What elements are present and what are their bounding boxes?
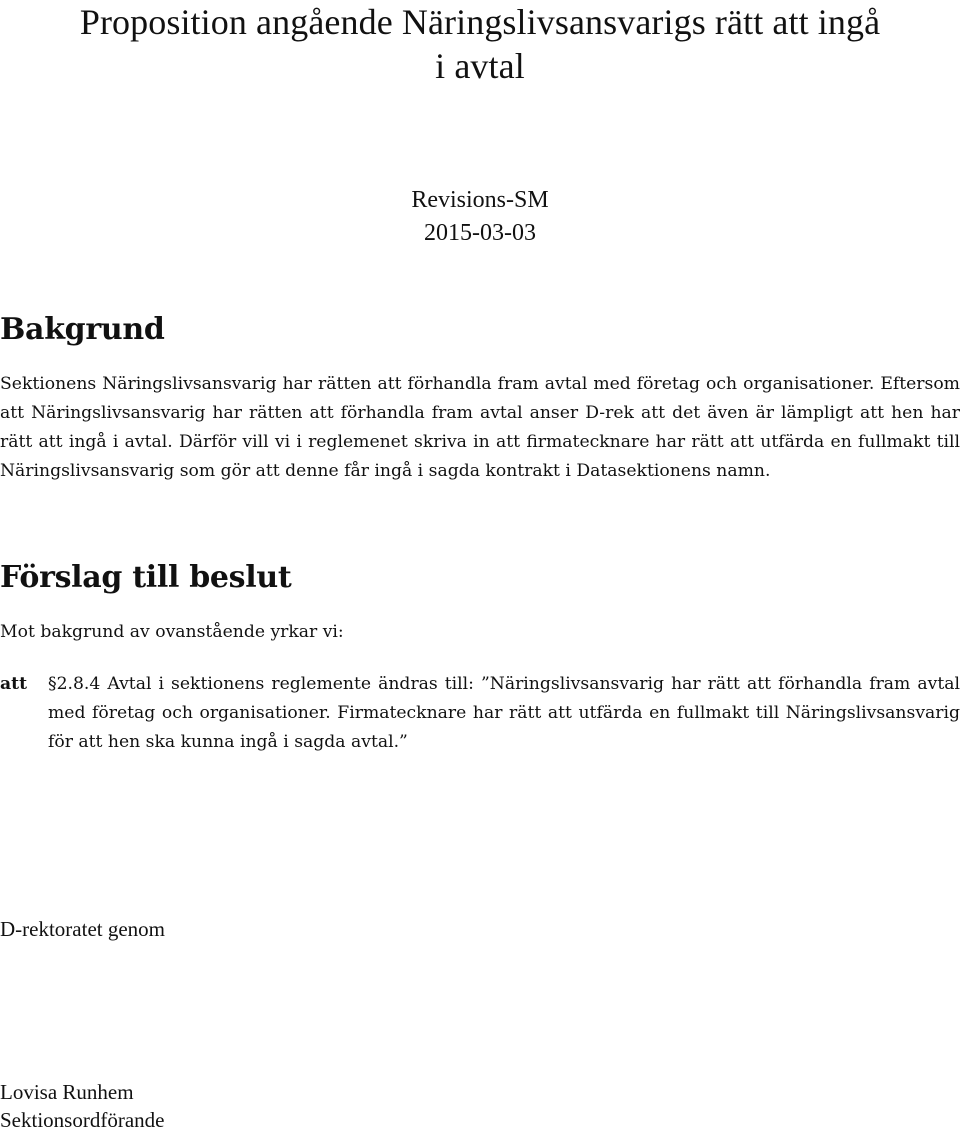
author-name: Revisions-SM: [411, 187, 549, 213]
background-paragraph: Sektionens Näringslivsansvarig har rätten att förhandla fram avtal med företag och organisationer. Eftersom att Näringslivsansvarig har rätten att förhandla fram avtal anser D-rek att det även är lämpligt att hen har rätt att ingå i avtal. Därför vill vi i reglemenet skriva in att firmatecknare har rätt att utfärda en fullmakt till Näringslivsansvarig som gör att denne får ingå i sagda kontrakt i Datasektionens namn.: [0, 374, 960, 481]
title-line-2: i avtal: [435, 46, 525, 86]
motion-text: §2.8.4 Avtal i sektionens reglemente ändras till: ”Näringslivsansvarig har rätt att förhandla fram avtal med företag och organisationer. Firmatecknare har rätt att utfärda en fullmakt till Näringslivsansvarig för att hen ska kunna ingå i sagda avtal.”: [48, 674, 960, 752]
section-heading-background: Bakgrund: [0, 312, 165, 347]
section-heading-proposal: Förslag till beslut: [0, 560, 292, 595]
author-block: [0, 184, 960, 250]
signature-role: Sektionsordförande: [0, 1108, 165, 1132]
title-line-1: Proposition angående Näringslivsansvarigs rätt att ingå: [79, 2, 881, 42]
signature-group: D-rektoratet genom: [0, 917, 166, 941]
motion-label: att: [0, 674, 28, 694]
document-date: 2015-03-03: [424, 220, 536, 246]
document-title: [0, 0, 960, 88]
proposal-intro: Mot bakgrund av ovanstående yrkar vi:: [0, 622, 344, 642]
signature-name: Lovisa Runhem: [0, 1080, 134, 1104]
